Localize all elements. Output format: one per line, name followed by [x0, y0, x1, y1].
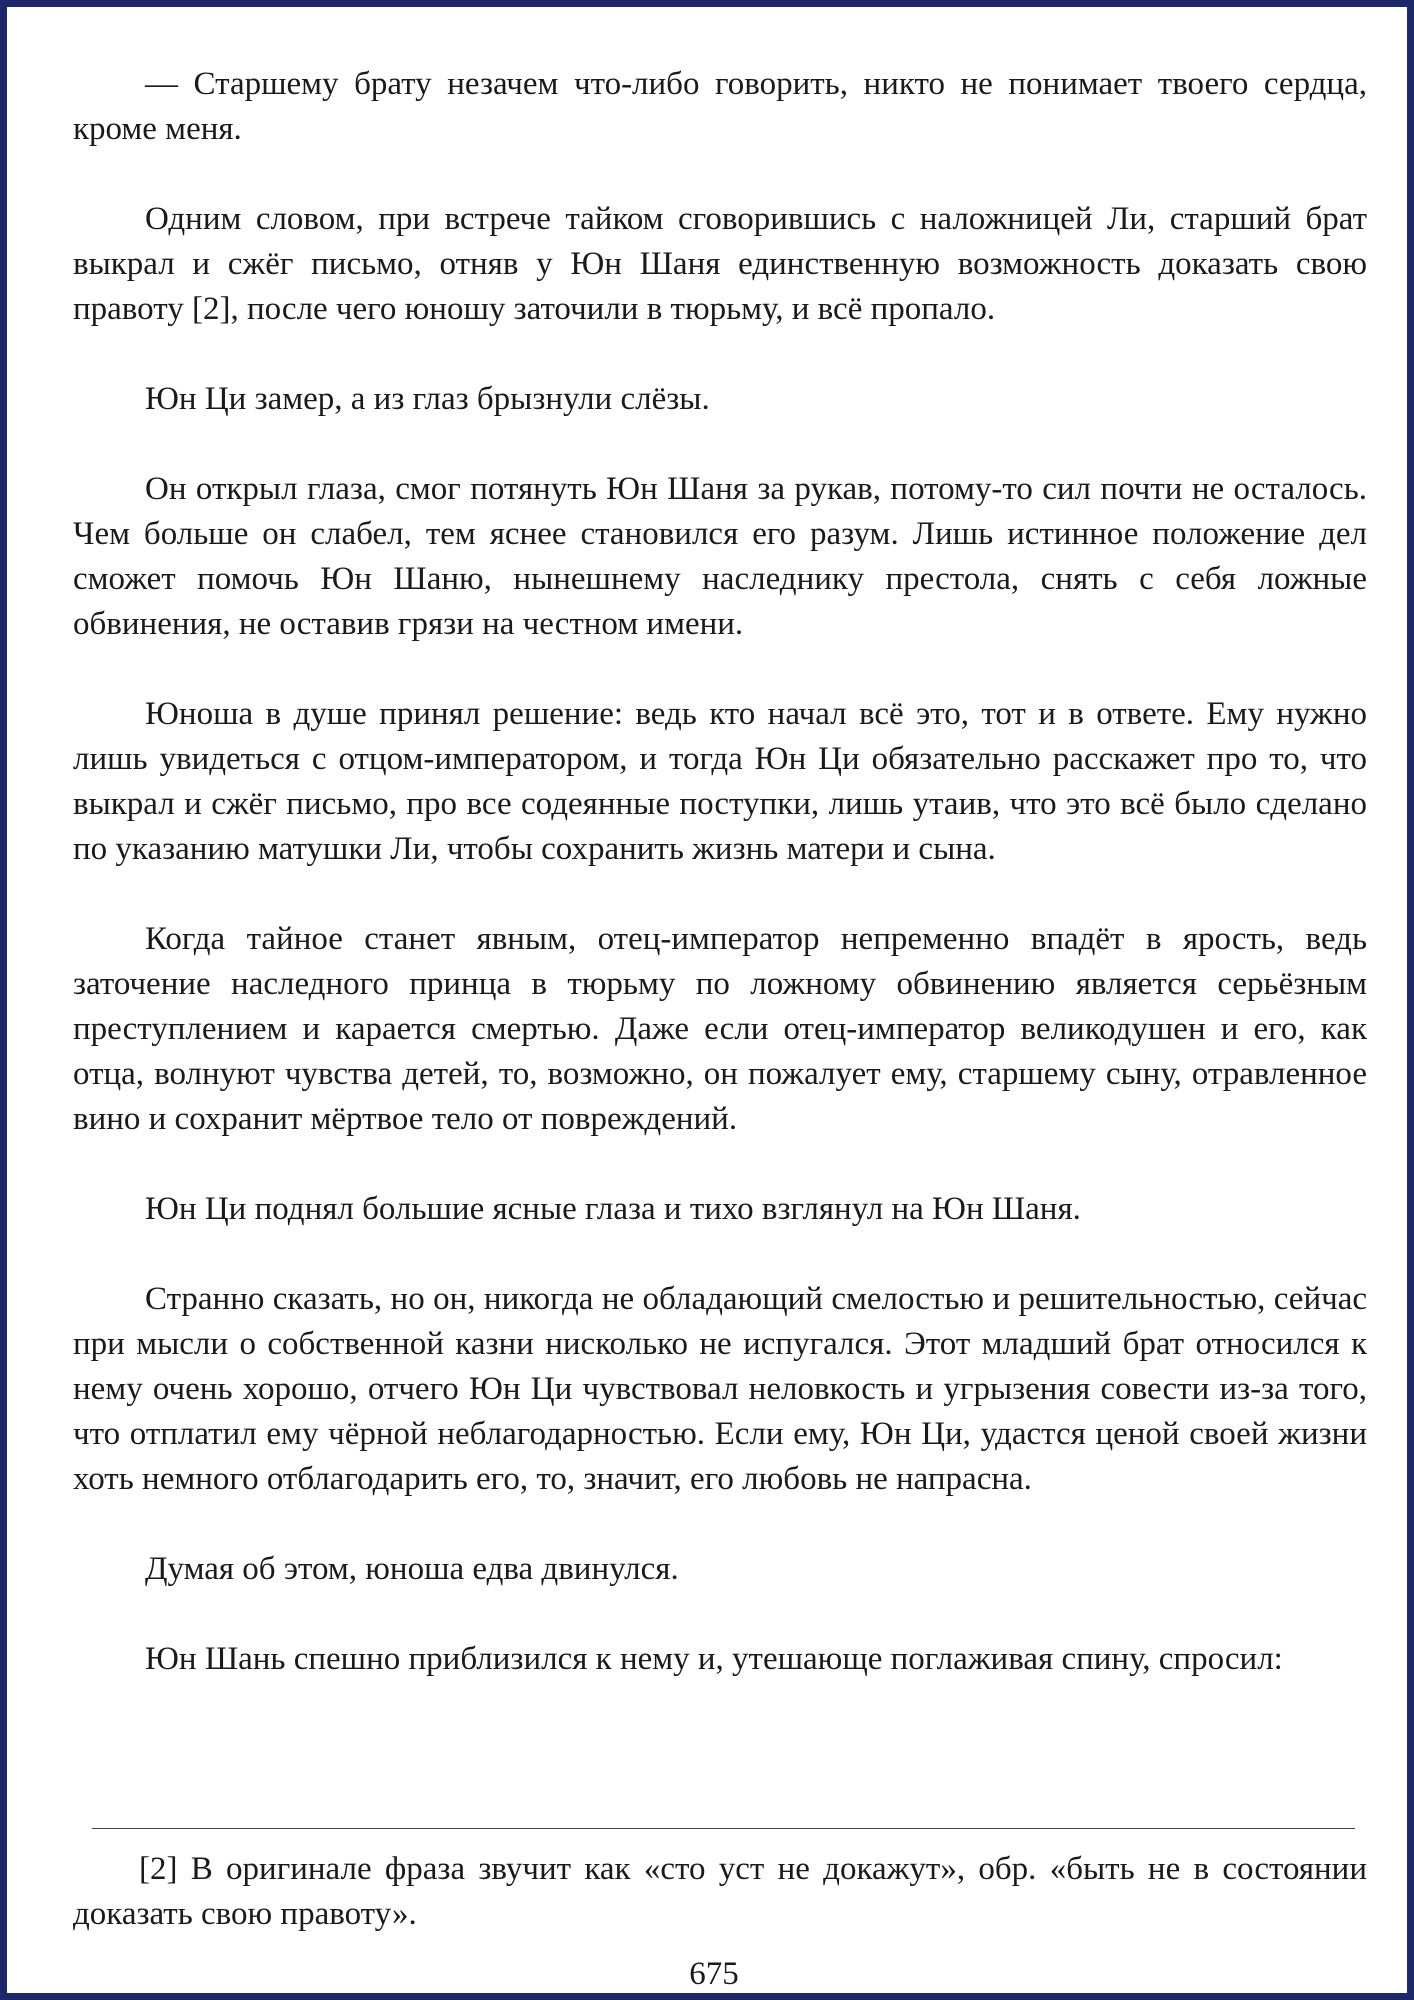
paragraph-4: Он открыл глаза, смог потянуть Юн Шаня за рукав, потому-то сил почти не осталось. Чем больше он слабел, тем яснее становился его разум. Лишь истинное положение дел сможет помочь Юн Шаню, нынешнему наследнику престола, снять с себя ложные обвинения, не оставив грязи на честном имени.	[73, 471, 1367, 642]
body-text	[73, 62, 1367, 1682]
paragraph-8: Странно сказать, но он, никогда не обладающий смелостью и решительностью, сейчас при мысли о собственной казни нисколько не испугался. Этот младший брат относился к нему очень хорошо, отчего Юн Ци чувствовал неловкость и угрызения совести из-за того, что отплатил ему чёрной неблагодарностью. Если ему, Юн Ци, удастся ценой своей жизни хоть немного отблагодарить его, то, значит, его любовь не напрасна.	[73, 1281, 1367, 1497]
paragraph-10: Юн Шань спешно приблизился к нему и, утешающе поглаживая спину, спросил:	[145, 1641, 1283, 1677]
paragraph-5: Юноша в душе принял решение: ведь кто начал всё это, тот и в ответе. Ему нужно лишь увидеться с отцом-императором, и тогда Юн Ци обязательно расскажет про то, что выкрал и сжёг письмо, про все содеянные поступки, лишь утаив, что это всё было сделано по указанию матушки Ли, чтобы сохранить жизнь матери и сына.	[73, 696, 1367, 867]
page-number: 675	[689, 1956, 739, 1992]
paragraph-2: Одним словом, при встрече тайком сговорившись с наложницей Ли, старший брат выкрал и сжёг письмо, отняв у Юн Шаня единственную возможность доказать свою правоту [2], после чего юношу заточили в тюрьму, и всё пропало.	[73, 201, 1367, 327]
paragraph-1: — Старшему брату незачем что-либо говорить, никто не понимает твоего сердца, кроме меня.	[73, 66, 1367, 147]
footnote: [2] В оригинале фраза звучит как «сто уст не докажут», обр. «быть не в состоянии доказать свою правоту».	[73, 1851, 1367, 1932]
footnote-divider	[92, 1828, 1355, 1829]
paragraph-7: Юн Ци поднял большие ясные глаза и тихо взглянул на Юн Шаня.	[145, 1191, 1081, 1227]
paragraph-6: Когда тайное станет явным, отец-император непременно впадёт в ярость, ведь заточение наследного принца в тюрьму по ложному обвинению является серьёзным преступлением и карается смертью. Даже если отец-император великодушен и его, как отца, волнуют чувства детей, то, возможно, он пожалует ему, старшему сыну, отравленное вино и сохранит мёртвое тело от повреждений.	[73, 921, 1367, 1137]
paragraph-3: Юн Ци замер, а из глаз брызнули слёзы.	[145, 381, 710, 417]
paragraph-9: Думая об этом, юноша едва двинулся.	[145, 1551, 679, 1587]
